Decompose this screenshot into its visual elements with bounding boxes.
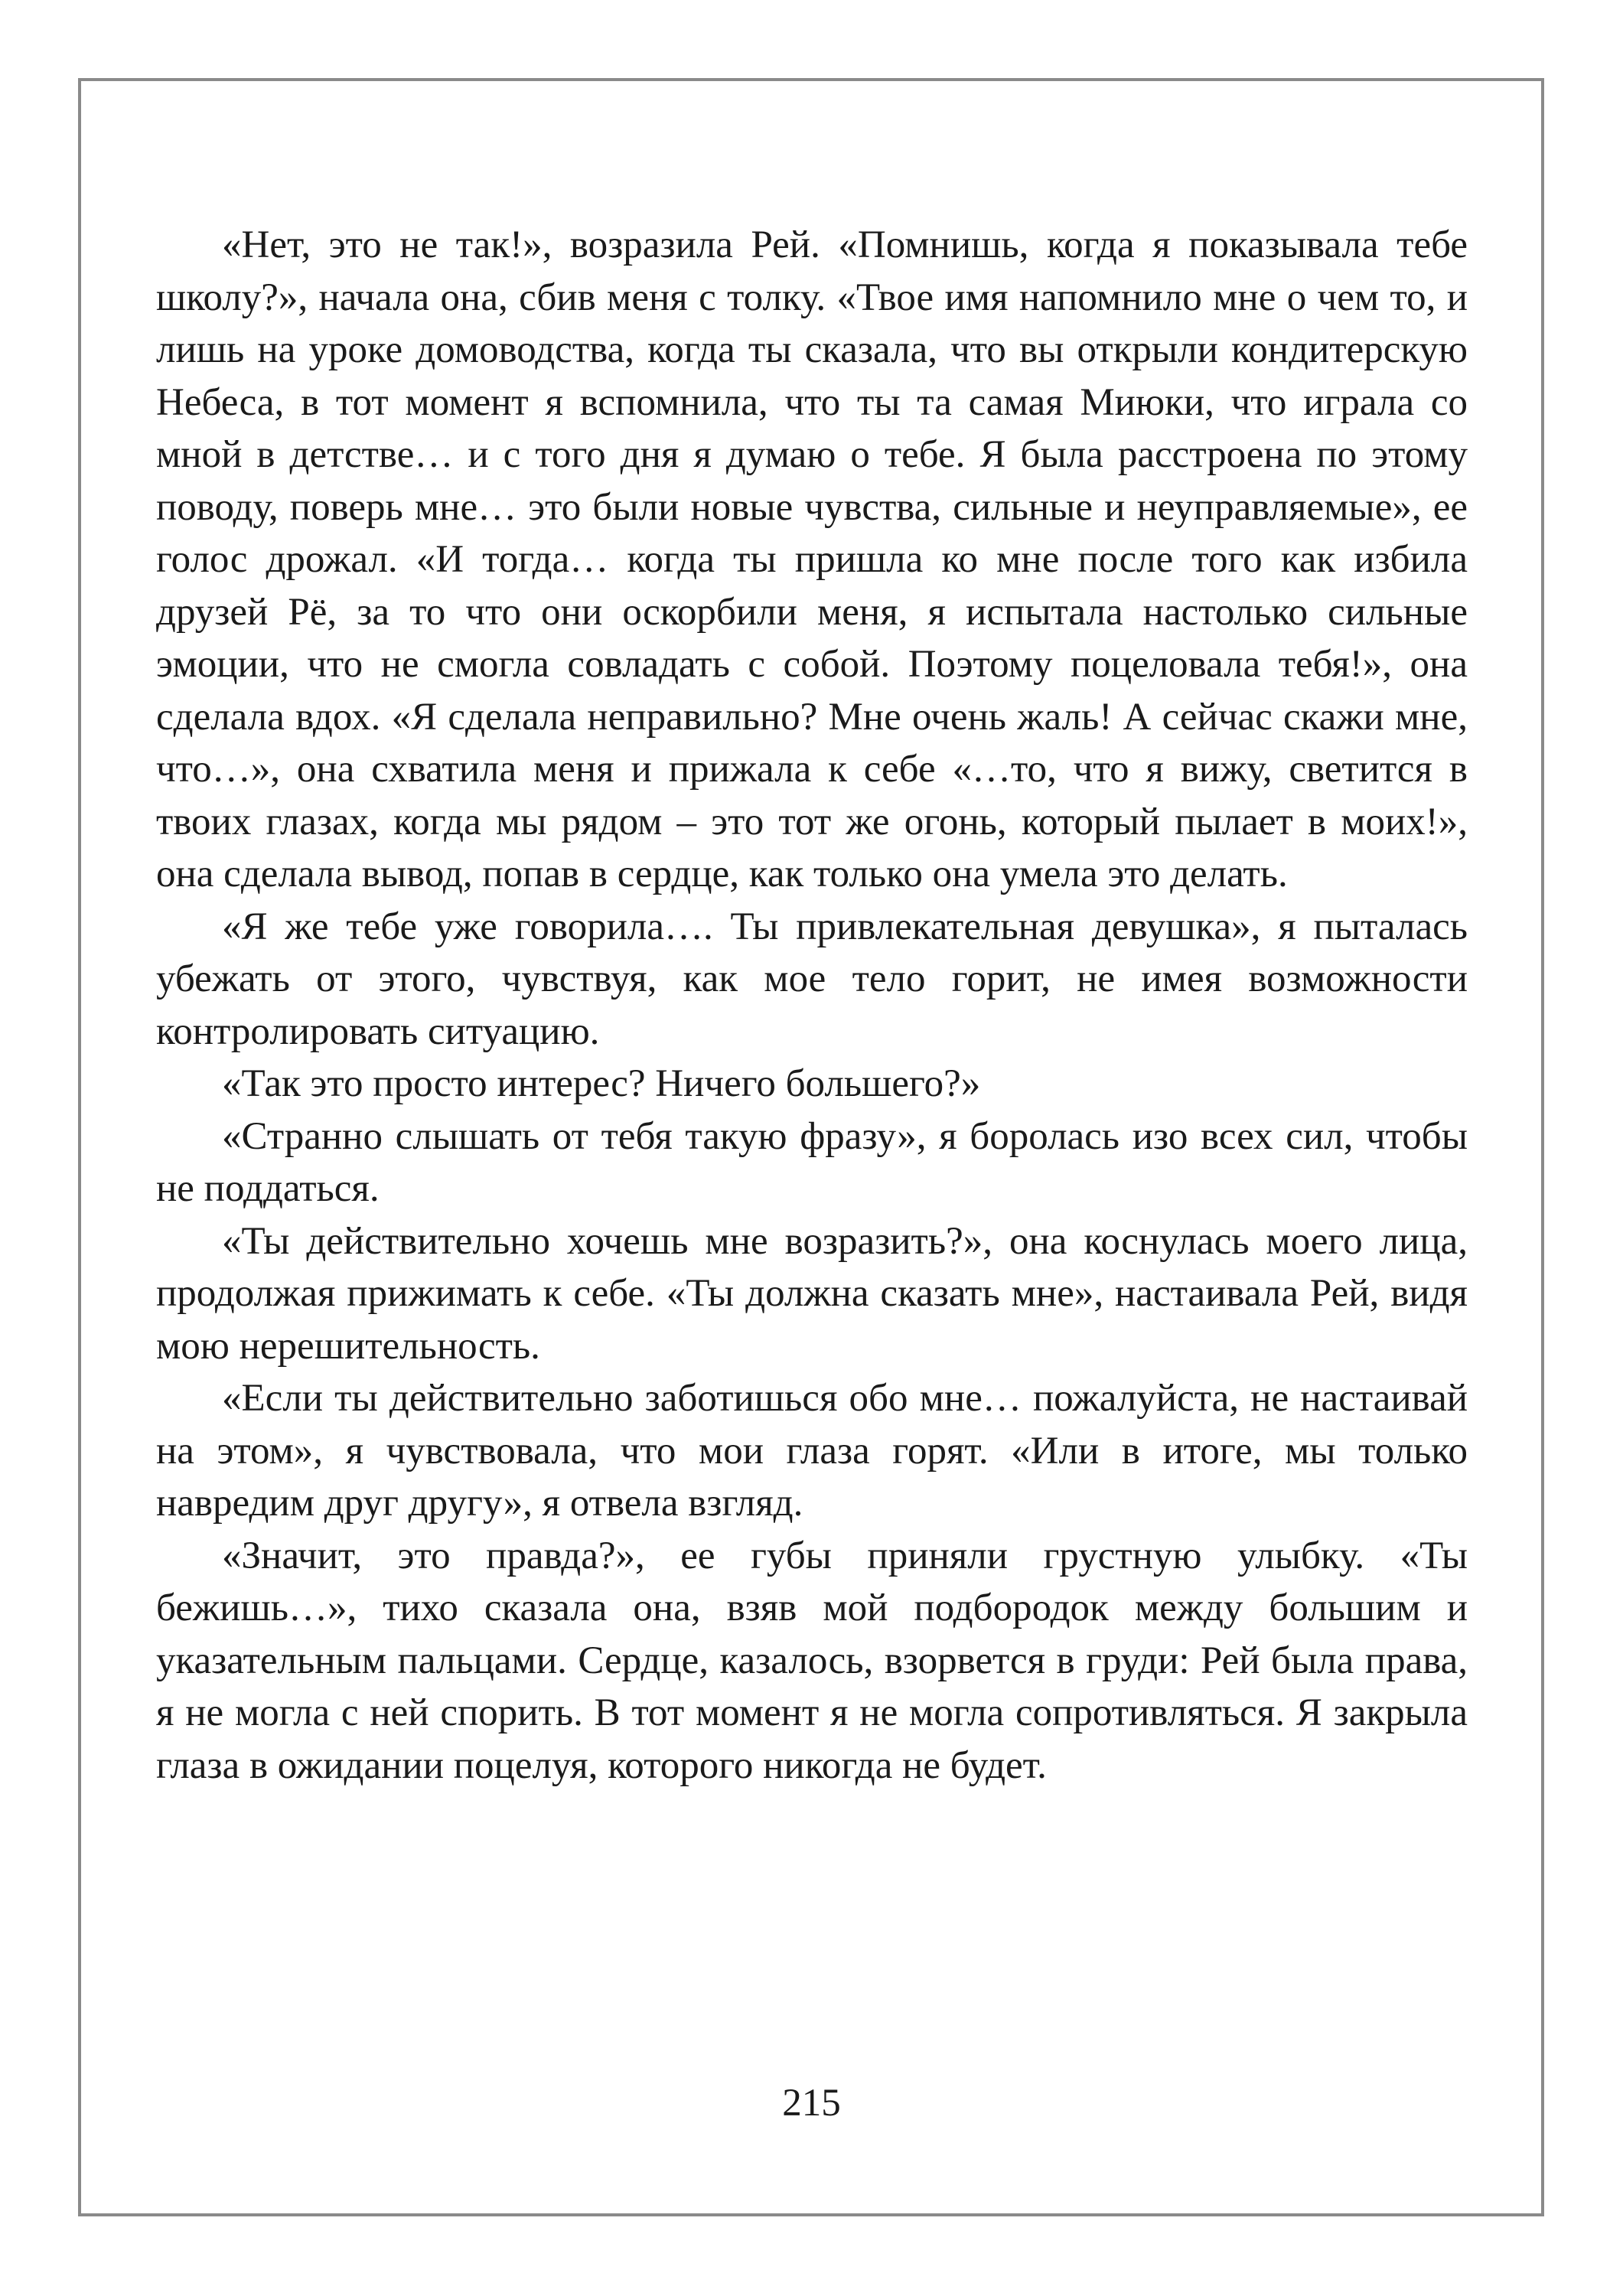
paragraph: «Я же тебе уже говорила…. Ты привлекательная девушка», я пыталась убежать от этого, чувствуя, как мое тело горит, не имея возможности контролировать ситуацию. <box>156 905 1468 1053</box>
paragraph: «Нет, это не так!», возразила Рей. «Помнишь, когда я показывала тебе школу?», начала она, сбив меня с толку. «Твое имя напомнило мне о чем то, и лишь на уроке домоводства, когда ты сказала, что вы открыли кондитерскую Небеса, в тот момент я вспомнила, что ты та самая Миюки, что играла со мной в детстве… и с того дня я думаю о тебе. Я была расстроена по этому поводу, поверь мне… это были новые чувства, сильные и неуправляемые», ее голос дрожал. «И тогда… когда ты пришла ко мне после того как избила друзей Рё, за то что они оскорбили меня, я испытала настолько сильные эмоции, что не смогла совладать с собой. Поэтому поцеловала тебя!», она сделала вдох. «Я сделала неправильно? Мне очень жаль! А сейчас скажи мне, что…», она схватила меня и прижала к себе «…то, что я вижу, светится в твоих глазах, когда мы рядом – это тот же огонь, который пылает в моих!», она сделала вывод, попав в сердце, как только она умела это делать. <box>156 223 1468 895</box>
paragraph: «Странно слышать от тебя такую фразу», я боролась изо всех сил, чтобы не поддаться. <box>156 1114 1468 1210</box>
paragraph: «Так это просто интерес? Ничего большего?» <box>222 1062 981 1105</box>
page-number: 215 <box>782 2082 841 2125</box>
body-text <box>156 219 1468 1792</box>
paragraph: «Если ты действительно заботишься обо мне… пожалуйста, не настаивай на этом», я чувствовала, что мои глаза горят. «Или в итоге, мы только навредим друг другу», я отвела взгляд. <box>156 1377 1468 1525</box>
paragraph: «Ты действительно хочешь мне возразить?», она коснулась моего лица, продолжая прижимать к себе. «Ты должна сказать мне», настаивала Рей, видя мою нерешительность. <box>156 1219 1468 1368</box>
paragraph: «Значит, это правда?», ее губы приняли грустную улыбку. «Ты бежишь…», тихо сказала она, взяв мой подбородок между большим и указательным пальцами. Сердце, казалось, взорвется в груди: Рей была права, я не могла с ней спорить. В тот момент я не могла сопротивляться. Я закрыла глаза в ожидании поцелуя, которого никогда не будет. <box>156 1534 1468 1787</box>
